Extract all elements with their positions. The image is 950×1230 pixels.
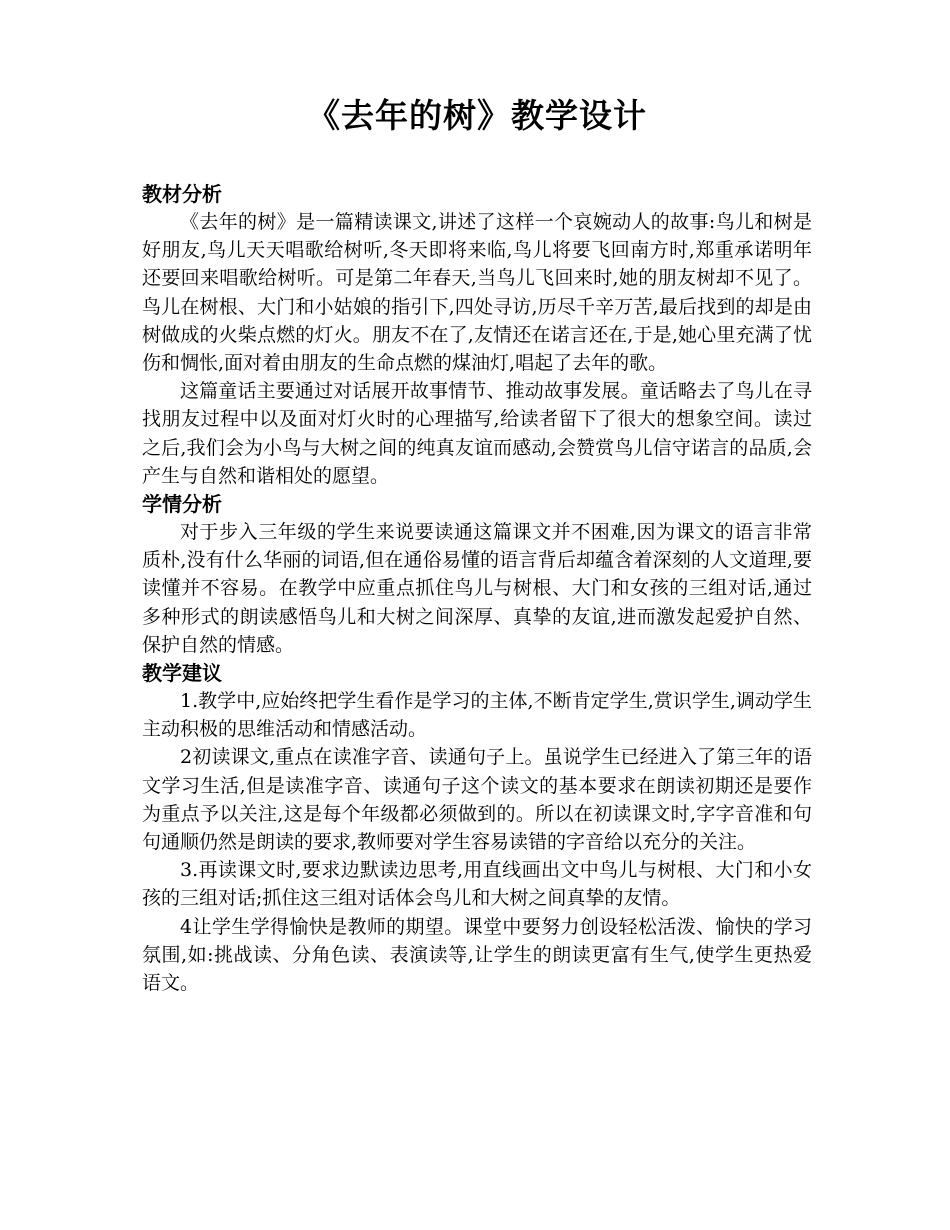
section-heading: 学情分析: [142, 492, 222, 517]
section-heading: 教材分析: [142, 182, 222, 206]
section-teaching-suggestions: [142, 659, 812, 997]
section-heading: 教学建议: [142, 661, 222, 686]
paragraph: 对于步入三年级的学生来说要读通这篇课文并不困难,因为课文的语言非常质朴,没有什么华丽的词语,但在通俗易懂的语言背后却蕴含着深刻的人文道理,要读懂并不容易。在教学中应重点抓住鸟儿与树根、大门和女孩的三组对话,通过多种形式的朗读感悟鸟儿和大树之间深厚、真挚的友谊,进而激发起爱护自然、保护自然的情感。: [142, 521, 812, 656]
section-student-analysis: [142, 490, 812, 659]
paragraph: 3.再读课文时,要求边默读边思考,用直线画出文中鸟儿与树根、大门和小女孩的三组对话;抓住这三组对话体会鸟儿和大树之间真挚的友情。: [142, 859, 812, 910]
paragraph: 这篇童话主要通过对话展开故事情节、推动故事发展。童话略去了鸟儿在寻找朋友过程中以及面对灯火时的心理描写,给读者留下了很大的想象空间。读过之后,我们会为小鸟与大树之间的纯真友谊而感动,会赞赏鸟儿信守诺言的品质,会产生与自然和谐相处的愿望。: [142, 380, 812, 487]
document-page: [142, 92, 812, 997]
paragraph: 《去年的树》是一篇精读课文,讲述了这样一个哀婉动人的故事:鸟儿和树是好朋友,鸟儿天天唱歌给树听,冬天即将来临,鸟儿将要飞回南方时,郑重承诺明年还要回来唱歌给树听。可是第二年春天,当鸟儿飞回来时,她的朋友树却不见了。鸟儿在树根、大门和小姑娘的指引下,四处寻访,历尽千辛万苦,最后找到的却是由树做成的火柴点燃的灯火。朋友不在了,友情还在诺言还在,于是,她心里充满了忧伤和惆怅,面对着由朋友的生命点燃的煤油灯,唱起了去年的歌。: [142, 211, 812, 375]
document-title: 《去年的树》教学设计: [307, 96, 647, 135]
paragraph: 4让学生学得愉快是教师的期望。课堂中要努力创设轻松活泼、愉快的学习氛围,如:挑战读、分角色读、表演读等,让学生的朗读更富有生气,使学生更热爱语文。: [142, 915, 812, 995]
paragraph: 1.教学中,应始终把学生看作是学习的主体,不断肯定学生,赏识学生,调动学生主动积极的思维活动和情感活动。: [142, 690, 812, 741]
paragraph: 2初读课文,重点在读准字音、读通句子上。虽说学生已经进入了第三年的语文学习生活,但是读准字音、读通句子这个读文的基本要求在朗读初期还是要作为重点予以关注,这是每个年级都必须做到的。所以在初读课文时,字字音准和句句通顺仍然是朗读的要求,教师要对学生容易读错的字音给以充分的关注。: [142, 746, 812, 854]
section-textbook-analysis: [142, 180, 812, 490]
